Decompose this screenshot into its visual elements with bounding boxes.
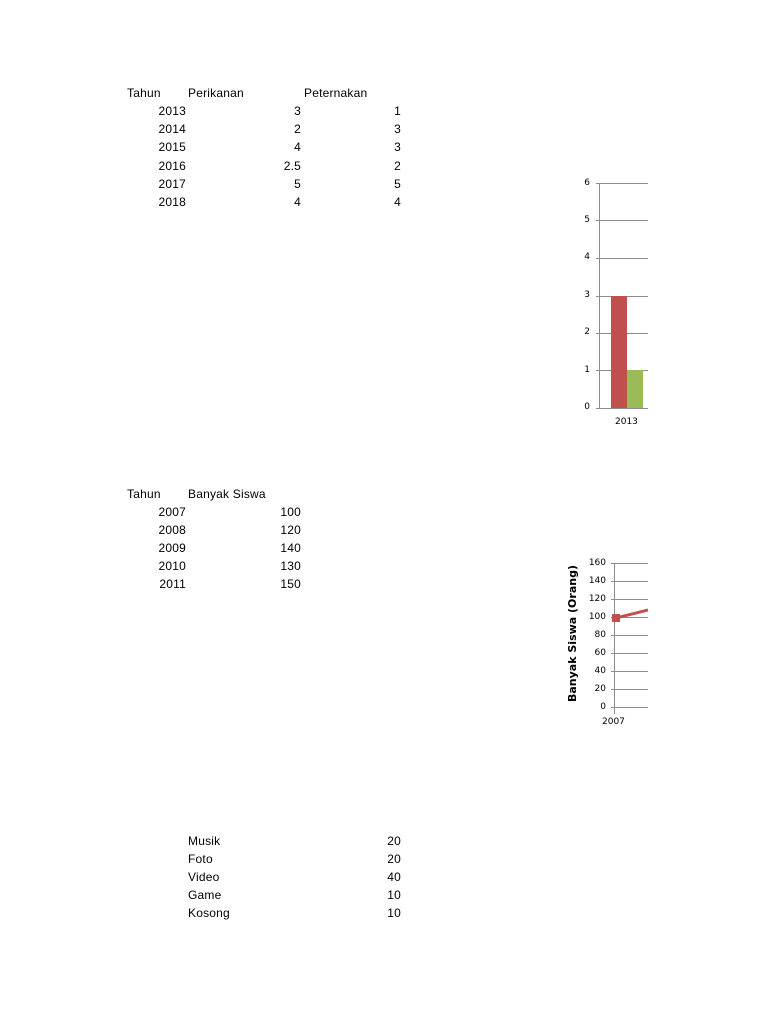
x-axis [596,408,648,409]
cell-tahun: 2015 [158,140,186,154]
y-tick: 120 [588,594,606,604]
cell-tahun: 2016 [158,159,186,173]
cell-value: 20 [387,834,401,848]
y-axis-label: Banyak Siswa (Orang) [566,565,579,702]
cell-tahun: 2009 [158,541,186,555]
y-axis [599,183,600,409]
header-perikanan: Perikanan [188,86,244,100]
cell-tahun: 2007 [158,505,186,519]
cell-perikanan: 5 [294,177,301,191]
gridline [596,220,648,221]
cell-tahun: 2010 [158,559,186,573]
cell-peternakan: 5 [394,177,401,191]
y-tick: 1 [584,365,590,375]
cell-siswa: 150 [280,577,301,591]
cell-value: 10 [387,888,401,902]
gridline [611,671,648,672]
header-peternakan: Peternakan [304,86,368,100]
cell-tahun: 2011 [159,577,186,591]
cell-label: Video [188,870,220,884]
header-banyak-siswa: Banyak Siswa [188,487,266,501]
cell-siswa: 130 [280,559,301,573]
gridline [611,581,648,582]
y-tick: 20 [594,684,606,694]
cell-label: Kosong [188,906,230,920]
y-axis [614,563,615,714]
header-tahun: Tahun [127,86,161,100]
gridline [611,653,648,654]
cell-tahun: 2014 [158,122,186,136]
cell-perikanan: 2 [294,122,301,136]
x-axis [611,707,648,708]
gridline [611,689,648,690]
cell-perikanan: 4 [294,195,301,209]
cell-label: Foto [188,852,213,866]
y-tick: 100 [588,612,606,622]
cell-perikanan: 4 [294,140,301,154]
y-tick: 0 [584,402,590,412]
y-tick: 0 [600,702,606,712]
gridline [611,563,648,564]
cell-siswa: 140 [280,541,301,555]
y-tick: 140 [588,576,606,586]
y-tick: 60 [594,648,606,658]
y-tick: 80 [594,630,606,640]
cell-peternakan: 4 [394,195,401,209]
cell-tahun: 2017 [158,177,186,191]
header-tahun: Tahun [127,487,161,501]
bar-perikanan-2013 [611,296,627,408]
cell-siswa: 120 [280,523,301,537]
y-tick: 2 [584,327,590,337]
cell-perikanan: 2.5 [283,159,301,173]
y-tick: 4 [584,252,590,262]
y-tick: 5 [584,215,590,225]
x-tick: 2013 [615,417,638,427]
gridline [611,635,648,636]
x-tick: 2007 [602,717,625,727]
cell-label: Musik [188,834,221,848]
cell-peternakan: 3 [394,140,401,154]
cell-peternakan: 2 [394,159,401,173]
y-tick: 3 [584,290,590,300]
y-tick: 40 [594,666,606,676]
cell-value: 20 [387,852,401,866]
gridline [596,258,648,259]
cell-tahun: 2013 [158,104,186,118]
cell-siswa: 100 [280,505,301,519]
gridline [596,183,648,184]
y-tick: 6 [584,178,590,188]
cell-peternakan: 3 [394,122,401,136]
cell-perikanan: 3 [294,104,301,118]
y-tick: 160 [588,558,606,568]
cell-tahun: 2018 [158,195,186,209]
cell-label: Game [188,888,222,902]
cell-tahun: 2008 [158,523,186,537]
bar-peternakan-2013 [627,370,643,408]
cell-value: 40 [387,870,401,884]
cell-value: 10 [387,906,401,920]
cell-peternakan: 1 [394,104,401,118]
line-series-banyak-siswa [600,600,648,630]
